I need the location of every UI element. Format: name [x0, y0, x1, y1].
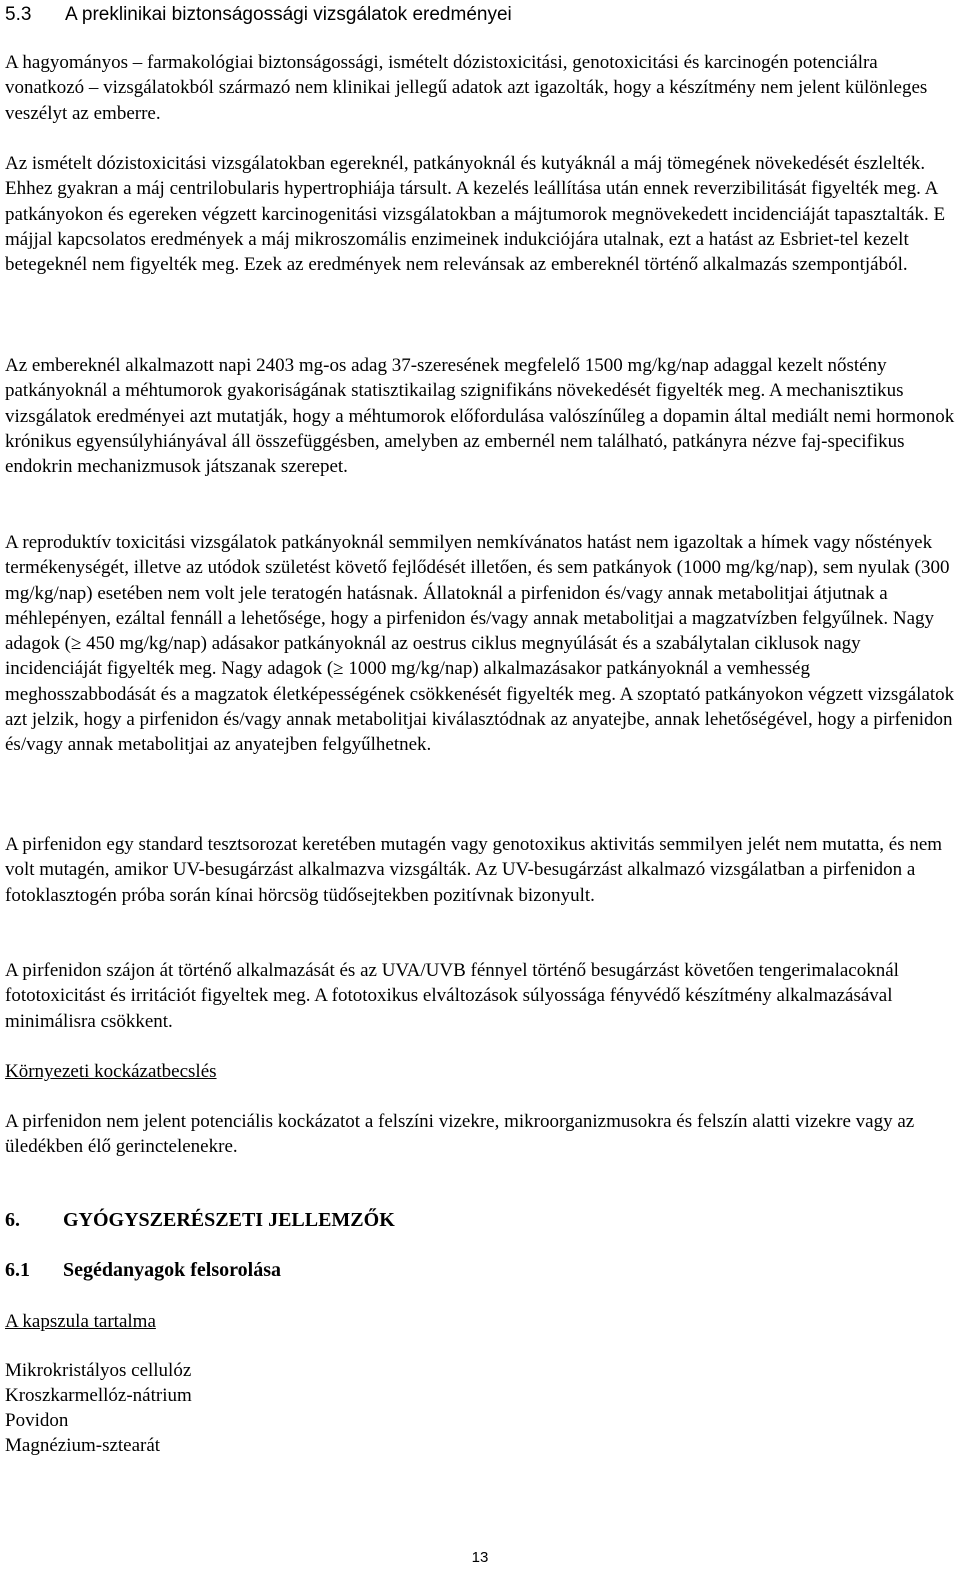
section-6-title: GYÓGYSZERÉSZETI JELLEMZŐK	[63, 1209, 395, 1231]
list-item: Magnézium-sztearát	[5, 1435, 161, 1456]
list-item: Kroszkarmellóz-nátrium	[5, 1385, 192, 1406]
paragraph-3: Az embereknél alkalmazott napi 2403 mg-os adag 37-szeresének megfelelő 1500 mg/kg/nap adaggal kezelt nőstény patkányoknál a méhtumorok gyakoriságának statisztikailag szignifikáns növekedését figyelték meg. A mechanisztikus vizsgálatok eredményei azt mutatják, hogy a méhtumorok előfordulása valószínűleg a dopamin által mediált nemi hormonok krónikus egyensúlyhiányával áll összefüggésben, amelyben az embernél nem található, patkányra nézve faj-specifikus endokrin mechanizmusok játszanak szerepet.	[5, 355, 955, 478]
paragraph-5: A pirfenidon egy standard tesztsorozat keretében mutagén vagy genotoxikus aktivitás semmilyen jelét nem mutatta, és nem volt mutagén, amikor UV-besugárzást alkalmazva vizsgálták. Az UV-besugárzást alkalmazó vizsgálatban a pirfenidon a fotoklasztogén próba során kínai hörcsög tüdősejtekben pozitívnak bizonyult.	[5, 834, 943, 906]
env-risk-heading: Környezeti kockázatbecslés	[5, 1061, 217, 1082]
page-number: 13	[471, 1549, 489, 1566]
paragraph-4: A reproduktív toxicitási vizsgálatok patkányoknál semmilyen nemkívánatos hatást nem igazoltak a hímek vagy nőstények termékenységét, illetve az utódok születést követő fejlődését illetően, és sem patkányok (1000 mg/kg/nap), sem nyulak (300 mg/kg/nap) esetében nem volt jele teratogén hatásnak. Állatoknál a pirfenidon és/vagy annak metabolitjai átjutnak a méhlepényen, ezáltal fennáll a lehetősége, hogy a pirfenidon és/vagy annak metabolitjai a magzatvízben felgyűlnek. Nagy adagok (≥ 450 mg/kg/nap) adásakor patkányoknál az oestrus ciklus megnyúlását és a szabálytalan ciklusok nagy incidenciáját figyelték meg. Nagy adagok (≥ 1000 mg/kg/nap) alkalmazásakor patkányoknál a vemhesség meghosszabbodását és a magzatok életképességének csökkenését figyelték meg. A szoptató patkányokon végzett vizsgálatok azt jelzik, hogy a pirfenidon és/vagy annak metabolitjai kiválasztódnak az anyatejbe, annak lehetőségével, hogy a pirfenidon és/vagy annak metabolitjai az anyatejben felgyűlhetnek.	[5, 532, 955, 756]
section-6-1-title: Segédanyagok felsorolása	[63, 1259, 281, 1281]
section-6-heading	[5, 1208, 395, 1233]
paragraph-6: A pirfenidon szájon át történő alkalmazását és az UVA/UVB fénnyel történő besugárzást követően tengerimalacoknál fototoxicitást és irritációt figyeltek meg. A fototoxikus elváltozások súlyossága fényvédő készítmény alkalmazásával minimálisra csökkent.	[5, 960, 899, 1032]
section-5-3-title: A preklinikai biztonságossági vizsgálatok eredményei	[65, 4, 512, 25]
section-6-1-number: 6.1	[5, 1259, 30, 1281]
list-item: Mikrokristályos cellulóz	[5, 1360, 192, 1381]
section-5-3-heading	[5, 2, 512, 27]
paragraph-2: Az ismételt dózistoxicitási vizsgálatokban egereknél, patkányoknál és kutyáknál a máj tömegének növekedését észlelték. Ehhez gyakran a máj centrilobularis hypertrophiája társult. A kezelés leállítása után ennek reverzibilitását figyelték meg. A patkányokon és egereken végzett karcinogenitási vizsgálatokban a májtumorok megnövekedett incidenciáját tapasztalták. E májjal kapcsolatos eredmények a máj mikroszomális enzimeinek indukciójára utalnak, ezt a hatást az Esbriet-tel kezelt betegeknél nem figyelték meg. Ezek az eredmények nem relevánsak az embereknél történő alkalmazás szempontjából.	[5, 153, 946, 276]
paragraph-1: A hagyományos – farmakológiai biztonságossági, ismételt dózistoxicitási, genotoxicitási és karcinogén potenciálra vonatkozó – vizsgálatokból származó nem klinikai jellegű adatok azt igazolták, hogy a készítmény nem jelent különleges veszélyt az emberre.	[5, 52, 928, 124]
capsule-contents-heading: A kapszula tartalma	[5, 1311, 156, 1332]
env-risk-paragraph: A pirfenidon nem jelent potenciális kockázatot a felszíni vizekre, mikroorganizmusokra és felszín alatti vizekre vagy az üledékben élő gerinctelenekre.	[5, 1111, 915, 1158]
section-5-3-number: 5.3	[5, 4, 32, 25]
section-6-1-heading	[5, 1258, 281, 1283]
excipient-list	[5, 1358, 192, 1458]
section-6-number: 6.	[5, 1209, 20, 1231]
list-item: Povidon	[5, 1410, 69, 1431]
